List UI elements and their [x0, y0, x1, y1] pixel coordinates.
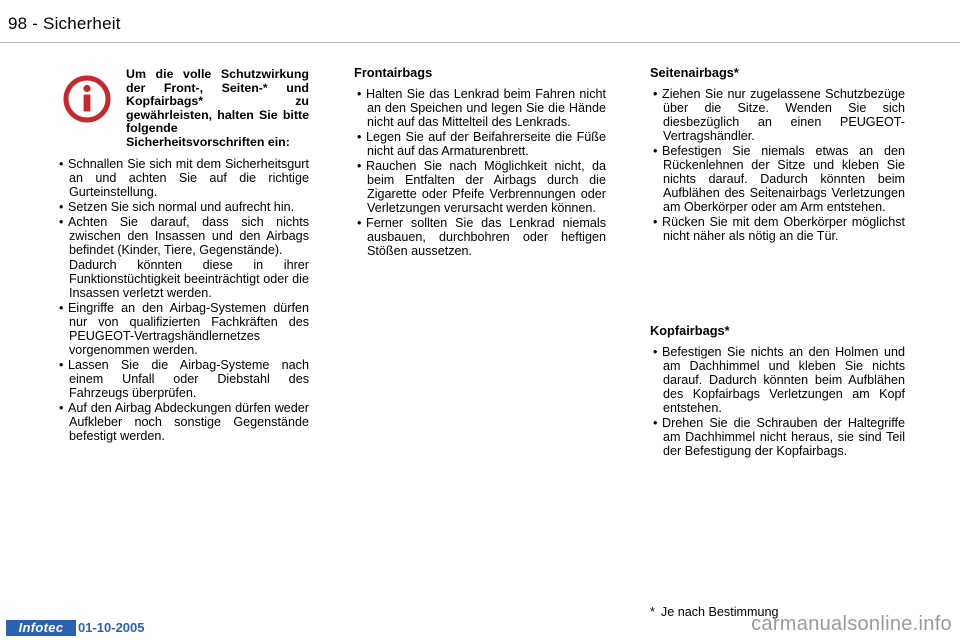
- list-item-text: • Rücken Sie mit dem Oberkörper möglichst nicht näher als nötig an die Tür.: [662, 215, 905, 243]
- footer-date: 01-10-2005: [78, 620, 145, 635]
- list-item-text: • Rauchen Sie nach Möglichkeit nicht, da beim Entfalten der Airbags durch die Zigarette oder Pfeife Verbrennungen oder Verletzungen verursacht werden können.: [366, 159, 606, 215]
- list-item: [354, 216, 606, 258]
- kopfairbags-list: [650, 345, 905, 458]
- list-item: [56, 200, 309, 214]
- list-item-text: • Legen Sie auf der Beifahrerseite die Füße nicht auf das Armaturenbrett.: [366, 130, 606, 158]
- footnote-text: Je nach Bestimmung: [660, 605, 779, 619]
- list-item: [56, 358, 309, 400]
- list-item-text: • Eingriffe an den Airbag-Systemen dürfen nur von qualifizierten Fachkräften des PEUGEOT-Vertragshändlernetzes vorgenommen werden.: [68, 300, 309, 357]
- list-item-text: • Lassen Sie die Airbag-Systeme nach einem Unfall oder Diebstahl des Fahrzeugs überprüfen.: [68, 357, 309, 400]
- frontairbags-heading: Frontairbags: [354, 65, 433, 80]
- info-warning-icon: [62, 74, 112, 124]
- infotec-logo: Infotec: [6, 620, 76, 636]
- list-item-note: Dadurch könnten diese in ihrer Funktionstüchtigkeit beeinträchtigt oder die Insassen verletzt werden.: [69, 257, 309, 300]
- list-item: [650, 144, 905, 214]
- seitenairbags-heading: Seitenairbags*: [650, 65, 739, 80]
- right-column-head-airbags: [650, 324, 905, 459]
- watermark: carmanualsonline.info: [751, 613, 952, 635]
- seitenairbags-list: [650, 87, 905, 243]
- kopfairbags-heading: Kopfairbags*: [650, 323, 730, 338]
- list-item-text: • Drehen Sie die Schrauben der Haltegriffe am Dachhimmel nicht heraus, sie sind Teil der Befestigung der Kopfairbags.: [662, 416, 905, 458]
- left-column: [56, 66, 309, 444]
- list-item: [354, 159, 606, 215]
- list-item-text: • Achten Sie darauf, dass sich nichts zwischen den Insassen und den Airbags befindet (Kinder, Tiere, Gegenstände).: [68, 214, 309, 257]
- list-item: [354, 130, 606, 158]
- list-item: [650, 416, 905, 458]
- right-column-side-airbags: [650, 66, 905, 244]
- list-item: [650, 215, 905, 243]
- page-header: [8, 14, 121, 34]
- header-separator: -: [27, 14, 44, 33]
- list-item-text: • Ziehen Sie nur zugelassene Schutzbezüge über die Sitze. Wenden Sie sich diesbezüglich an einen PEUGEOT-Vertragshändler.: [662, 87, 905, 143]
- list-item-text: • Befestigen Sie nichts an den Holmen und am Dachhimmel und kleben Sie nichts darauf. Dadurch könnten beim Aufblähen des Kopfairbags Verletzungen am Kopf entstehen.: [662, 345, 905, 415]
- list-item: [56, 301, 309, 357]
- list-item-text: • Halten Sie das Lenkrad beim Fahren nicht an den Speichen und legen Sie die Hände nicht auf das Mittelteil des Lenkrads.: [366, 87, 606, 129]
- frontairbags-list: [354, 87, 606, 258]
- list-item: [650, 87, 905, 143]
- section-title: Sicherheit: [43, 14, 121, 33]
- list-item: [56, 215, 309, 300]
- header-divider: [0, 42, 960, 43]
- list-item-text: • Ferner sollten Sie das Lenkrad niemals ausbauen, durchbohren oder heftigen Stößen aussetzen.: [366, 216, 606, 258]
- list-item-text: • Schnallen Sie sich mit dem Sicherheitsgurt an und achten Sie auf die richtige Gurteinstellung.: [68, 156, 309, 199]
- list-item: [354, 87, 606, 129]
- warning-text: Um die volle Schutzwirkung der Front-, Seiten-* und Kopfairbags* zu gewährleisten, halten Sie bitte folgende Sicherheitsvorschriften ein:: [126, 67, 309, 149]
- warning-block: [56, 66, 309, 150]
- list-item-text: • Auf den Airbag Abdeckungen dürfen weder Aufkleber noch sonstige Gegenstände befestigt werden.: [68, 400, 309, 443]
- list-item: [56, 401, 309, 443]
- footnote-marker: *: [650, 605, 655, 619]
- list-item-text: • Befestigen Sie niemals etwas an den Rückenlehnen der Sitze und kleben Sie nichts darauf. Dadurch könnten beim Aufblähen des Seitenairbags Verletzungen am Oberkörper oder am Arm entstehen.: [662, 144, 905, 214]
- list-item: [650, 345, 905, 415]
- page-number: 98: [8, 14, 28, 33]
- middle-column: [354, 66, 606, 259]
- left-bullet-list: [56, 157, 309, 443]
- list-item-text: • Setzen Sie sich normal und aufrecht hin.: [68, 199, 295, 214]
- list-item: [56, 157, 309, 199]
